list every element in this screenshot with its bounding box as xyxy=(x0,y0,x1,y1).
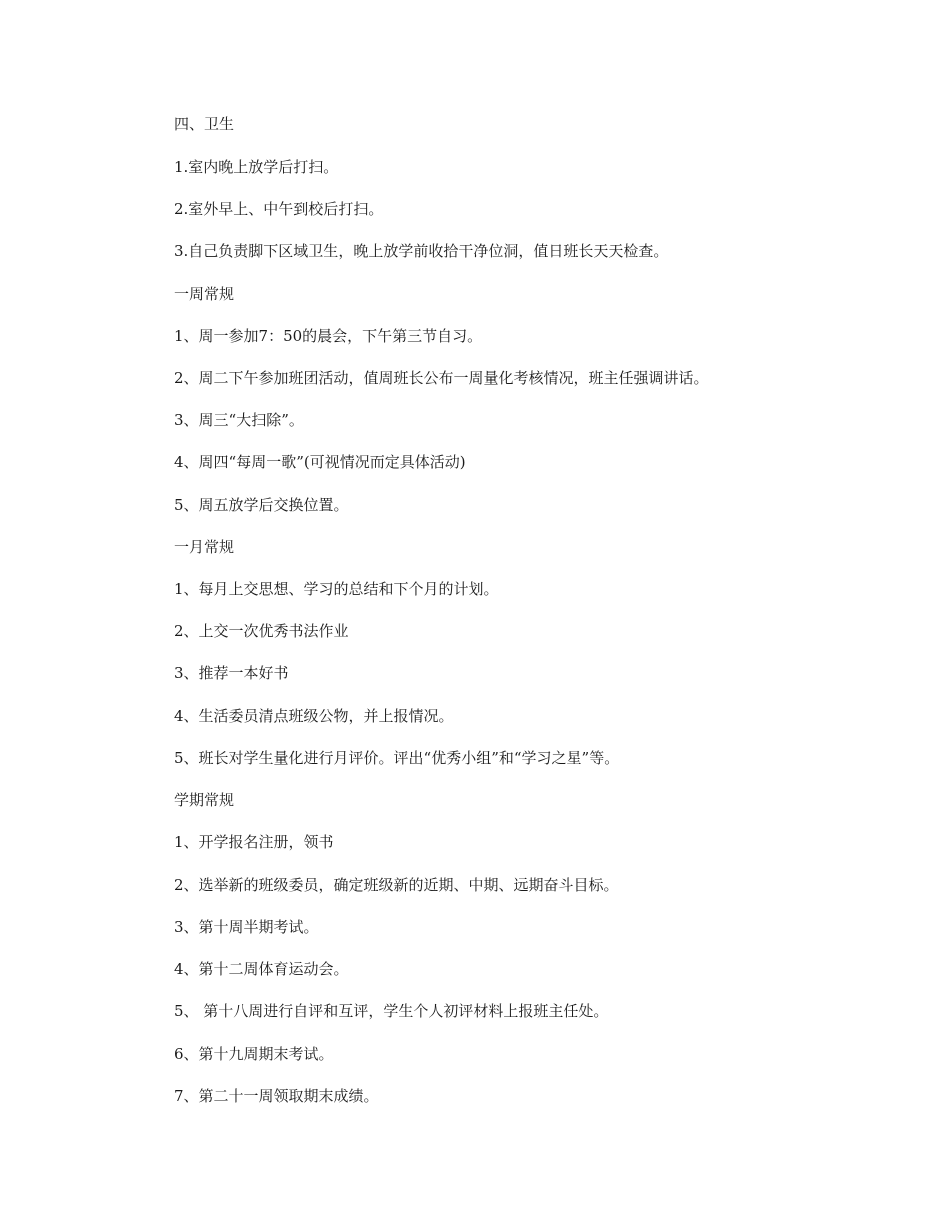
weekly-item: 3、周三“大扫除”。 xyxy=(174,411,304,429)
monthly-item: 2、上交一次优秀书法作业 xyxy=(174,622,349,640)
hygiene-item: 3.自己负责脚下区域卫生，晚上放学前收拾干净位洞，值日班长天天检查。 xyxy=(174,242,669,260)
section-heading-semester: 学期常规 xyxy=(174,791,235,809)
monthly-item: 3、推荐一本好书 xyxy=(174,664,289,682)
monthly-item: 1、每月上交思想、学习的总结和下个月的计划。 xyxy=(174,580,499,598)
weekly-item: 5、周五放学后交换位置。 xyxy=(174,496,349,514)
hygiene-item: 1.室内晚上放学后打扫。 xyxy=(174,158,339,176)
semester-item: 4、第十二周体育运动会。 xyxy=(174,960,349,978)
semester-item: 2、选举新的班级委员，确定班级新的近期、中期、远期奋斗目标。 xyxy=(174,876,619,894)
semester-item: 1、开学报名注册，领书 xyxy=(174,833,334,851)
section-heading-monthly: 一月常规 xyxy=(174,538,235,556)
section-heading-hygiene: 四、卫生 xyxy=(174,115,235,133)
weekly-item: 1、周一参加7：50的晨会，下午第三节自习。 xyxy=(174,327,483,345)
weekly-item: 2、周二下午参加班团活动，值周班长公布一周量化考核情况，班主任强调讲话。 xyxy=(174,369,709,387)
semester-item: 7、第二十一周领取期末成绩。 xyxy=(174,1087,379,1105)
semester-item: 6、第十九周期末考试。 xyxy=(174,1045,334,1063)
semester-item: 5、 第十八周进行自评和互评，学生个人初评材料上报班主任处。 xyxy=(174,1002,609,1020)
monthly-item: 5、班长对学生量化进行月评价。评出“优秀小组”和“学习之星”等。 xyxy=(174,749,620,767)
section-heading-weekly: 一周常规 xyxy=(174,285,235,303)
monthly-item: 4、生活委员清点班级公物，并上报情况。 xyxy=(174,707,454,725)
weekly-item: 4、周四“每周一歌”(可视情况而定具体活动) xyxy=(174,453,466,471)
hygiene-item: 2.室外早上、中午到校后打扫。 xyxy=(174,200,384,218)
semester-item: 3、第十周半期考试。 xyxy=(174,918,319,936)
